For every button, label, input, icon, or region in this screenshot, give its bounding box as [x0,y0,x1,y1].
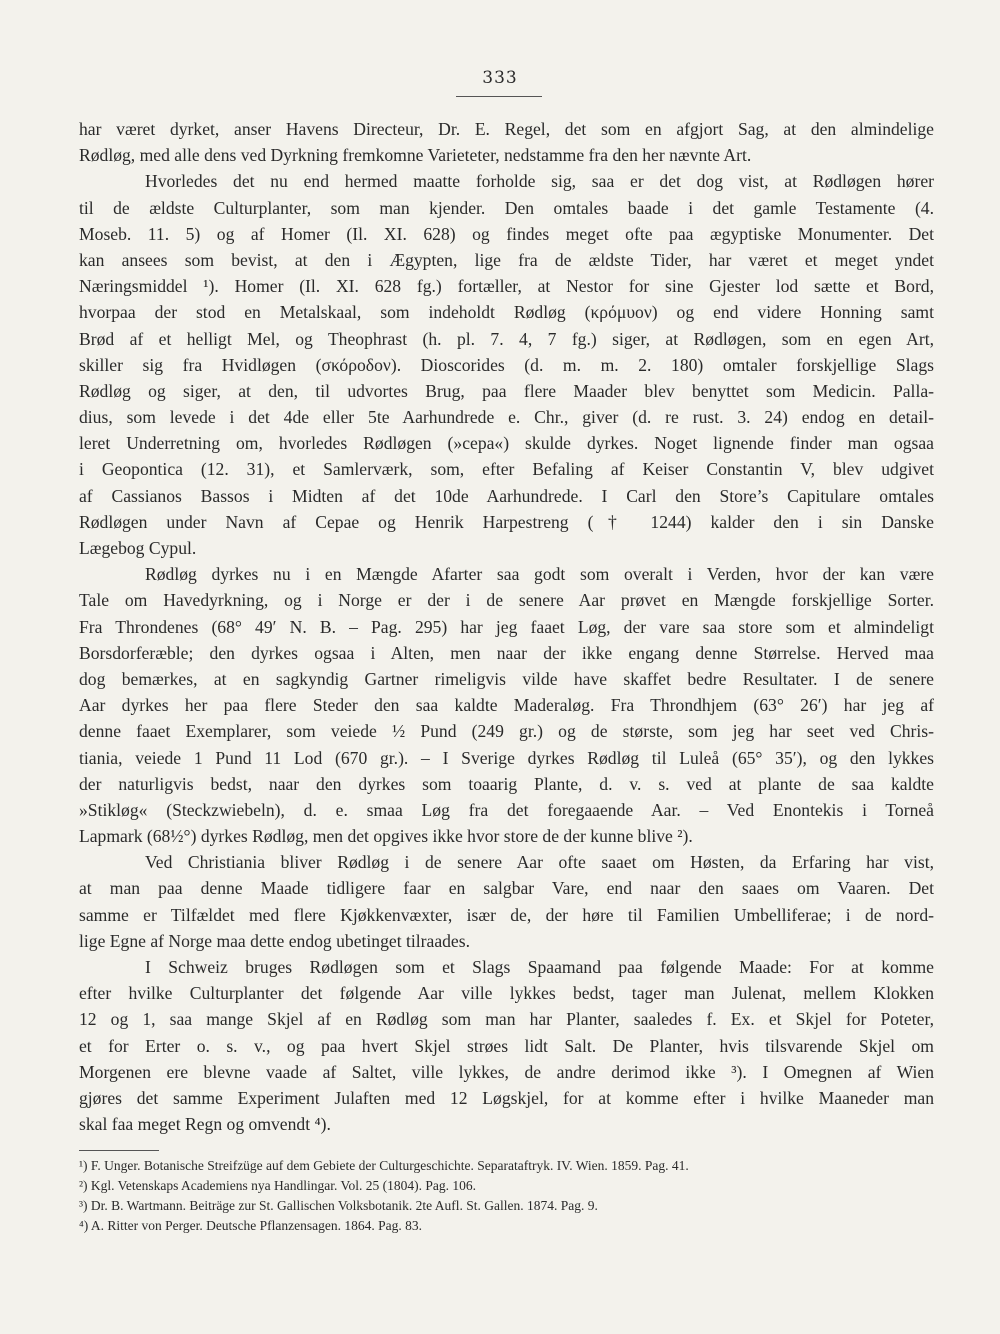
text-line: i Geopontica (12. 31), et Samlerværk, som, efter Befaling af Keiser Constantin V, blev udgivet [79,459,934,480]
text-line: Tale om Havedyrkning, og i Norge er der i de senere Aar prøvet en Mængde forskjellige Sorter. [79,590,934,611]
text-line: Næringsmiddel ¹). Homer (Il. XI. 628 fg.) fortæller, at Nestor for sine Gjester lod sætte et Bord, [79,276,934,297]
page-number: 333 [482,68,518,88]
text-line: til de ældste Culturplanter, som man kjender. Den omtales baade i det gamle Testamente (4. [79,197,934,218]
text-line: 12 og 1, saa mange Skjel af en Rødløg som man har Planter, saaledes f. Ex. et Skjel for Poteter, [79,1009,934,1030]
text-line: denne faaet Exemplarer, som veiede ½ Pund (249 gr.) og de største, som jeg har seet ved Chris- [79,721,934,742]
text-line: I Schweiz bruges Rødløgen som et Slags Spaamand paa følgende Maade: For at komme [145,957,934,977]
text-line: skal faa meget Regn og omvendt ⁴). [79,1114,331,1135]
text-line: skiller sig fra Hvidløgen (σκόροδον). Dioscorides (d. m. m. 2. 180) omtaler forskjellige Slags [79,354,934,375]
footnotes [79,1156,934,1236]
text-line: af Cassianos Bassos i Midten af det 10de Aarhundrede. I Carl den Store’s Capitulare omtales [79,485,934,506]
footnote: ¹) F. Unger. Botanische Streifzüge auf dem Gebiete der Culturgeschichte. Separataftryk. IV. Wien. 1859. Pag. 41. [79,1158,689,1173]
text-line: Hvorledes det nu end hermed maatte forholde sig, saa er det dog vist, at Rødløgen hører [145,171,934,192]
text-line: hvorpaa der stod en Metalskaal, som indeholdt Rødløg (κρόμυον) og end videre Honning samt [79,302,934,323]
text-line: Rødløg og siger, at den, til udvortes Brug, paa flere Maader blev benyttet som Medicin. Palla- [79,380,934,401]
footnote: ²) Kgl. Vetenskaps Academiens nya Handlingar. Vol. 25 (1804). Pag. 106. [79,1178,476,1193]
text-line: gjøres det samme Experiment Julaften med 12 Løgskjel, for at komme efter i hvilke Maaneder man [79,1087,934,1108]
text-line: »Stikløg« (Steckzwiebeln), d. e. smaa Løg fra det foregaaende Aar. – Ved Enontekis i Torneå [79,799,934,820]
text-line: samme er Tilfældet med flere Kjøkkenvæxter, især de, der høre til Familien Umbelliferae; i de nord- [79,904,934,925]
text-line: Lapmark (68½°) dyrkes Rødløg, men det opgives ikke hvor store de der kunne blive ²). [79,826,693,847]
text-line: tiania, veiede 1 Pund 11 Lod (670 gr.). – I Sverige dyrkes Rødløg til Luleå (65° 35′), og den lykkes [79,747,934,768]
text-line: at man paa denne Maade tidligere faar en salgbar Vare, end naar den saaes om Vaaren. Det [79,878,934,899]
text-line: Morgenen ere blevne vaade af Saltet, ville lykkes, de andre derimod ikke ³). I Omegnen af Wien [79,1061,934,1082]
text-line: leret Underretning om, hvorledes Rødløgen (»cepa«) skulde dyrkes. Noget lignende finder man ogsaa [79,433,934,454]
text-line: Rødløg dyrkes nu i en Mængde Afarter saa godt som overalt i Verden, hvor der kan være [145,564,934,585]
text-line: Brød af et helligt Mel, og Theophrast (h. pl. 7. 4, 7 fg.) siger, at Rødløgen, som en egen Art, [79,328,934,349]
text-line: Aar dyrkes her paa flere Steder den saa kaldte Maderaløg. Fra Throndhjem (63° 26′) har jeg af [79,695,934,716]
text-line: lige Egne af Norge maa dette endog ubetinget tilraades. [79,930,470,951]
footnote: ³) Dr. B. Wartmann. Beiträge zur St. Gallischen Volksbotanik. 2te Aufl. St. Gallen. 1874. Pag. 9. [79,1198,598,1213]
text-line: et for Erter o. s. v., og paa hvert Skjel strøes lidt Salt. De Planter, hvis tilsvarende Skjel om [79,1035,934,1056]
text-line: kan ansees som bevist, at den i Ægypten, lige fra de ældste Tider, har været et meget yndet [79,249,934,270]
body-text [79,116,934,1137]
text-line: efter hvilke Culturplanter det følgende Aar ville lykkes bedst, tager man Julenat, mellem Klokken [79,983,934,1004]
footnote: ⁴) A. Ritter von Perger. Deutsche Pflanzensagen. 1864. Pag. 83. [79,1218,423,1233]
footnote-rule [79,1150,159,1151]
text-line: dius, som levede i det 4de eller 5te Aarhundrede e. Chr., giver (d. re rust. 3. 24) endog en detail- [79,407,934,428]
text-line: Borsdorferæble; den dyrkes ogsaa i Alten, men naar der ikke engang denne Størrelse. Herved maa [79,642,934,663]
text-line: dog bemærkes, at en sagkyndig Gartner rimeligvis vilde have skaffet bedre Resultater. I de senere [79,668,934,689]
text-line: Ved Christiania bliver Rødløg i de senere Aar ofte saaet om Høsten, da Erfaring har vist, [145,852,934,873]
text-line: Fra Throndenes (68° 49′ N. B. – Pag. 295) har jeg faaet Løg, der vare saa store som et almindeligt [79,616,934,637]
text-line: Rødløgen under Navn af Cepae og Henrik Harpestreng († 1244) kalder den i sin Danske [79,511,934,532]
text-line: Lægebog Cypul. [79,538,197,558]
text-line: har været dyrket, anser Havens Directeur, Dr. E. Regel, det som en afgjort Sag, at den almindelige [79,119,934,139]
page-number-rule [456,96,542,97]
text-line: Rødløg, med alle dens ved Dyrkning fremkomne Varieteter, nedstamme fra den her nævnte Art. [79,145,752,166]
text-line: Moseb. 11. 5) og af Homer (Il. XI. 628) og findes meget ofte paa ægyptiske Monumenter. Det [79,223,934,244]
text-line: der naturligvis bedst, naar den dyrkes som toaarig Plante, d. v. s. ved at plante de saa kaldte [79,773,934,794]
